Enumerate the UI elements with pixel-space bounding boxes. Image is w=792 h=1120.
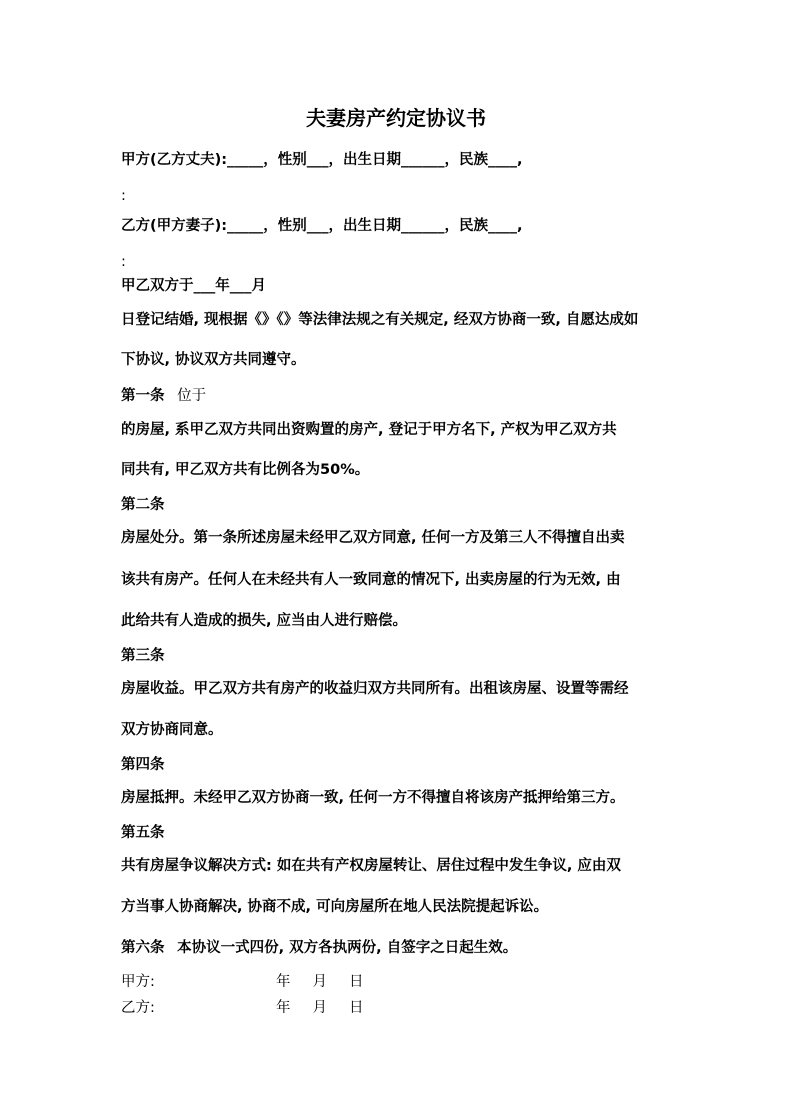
- party-a-line: 甲方(乙方丈夫):_____，性别___，出生日期______，民族____,: [121, 152, 523, 168]
- article-6-row: [121, 938, 681, 958]
- document-title: 夫妻房产约定协议书: [306, 106, 486, 130]
- signature-day: 日: [349, 1000, 364, 1016]
- article-2-line-1: 房屋处分。第一条所述房屋未经甲乙双方同意, 任何一方及第三人不得擅自出卖: [121, 530, 625, 546]
- article-2-line-2: 该共有房产。任何人在未经共有人一致同意的情况下, 出卖房屋的行为无效, 由: [121, 572, 621, 588]
- party-b-continuation: :: [121, 254, 126, 270]
- article-3-heading: 第三条: [121, 648, 165, 664]
- signature-month: 月: [312, 974, 327, 990]
- article-3-line-1: 房屋收益。甲乙双方共有房产的收益归双方共同所有。出租该房屋、设置等需经: [121, 681, 629, 697]
- party-a-continuation: :: [121, 188, 126, 204]
- article-3-line-2: 双方协商同意。: [121, 722, 223, 738]
- article-6-inline: 本协议一式四份, 双方各执两份, 自签字之日起生效。: [177, 940, 518, 956]
- signature-year: 年: [276, 1000, 291, 1016]
- marriage-date-line: 甲乙双方于___年___月: [121, 278, 266, 294]
- article-5-line-1: 共有房屋争议解决方式: 如在共有产权房屋转让、居住过程中发生争议, 应由双: [121, 858, 621, 874]
- preamble-line-1: 日登记结婚, 现根据《》《》等法律法规之有关规定, 经双方协商一致, 自愿达成如: [121, 312, 639, 328]
- signature-year: 年: [276, 974, 291, 990]
- article-4-line-1: 房屋抵押。未经甲乙双方协商一致, 任何一方不得擅自将该房产抵押给第三方。: [121, 790, 625, 806]
- signature-day: 日: [349, 974, 364, 990]
- signature-month: 月: [312, 1000, 327, 1016]
- article-4-heading: 第四条: [121, 757, 165, 773]
- article-6-heading: 第六条: [121, 940, 165, 956]
- article-5-line-2: 方当事人协商解决, 协商不成, 可向房屋所在地人民法院提起诉讼。: [121, 899, 549, 915]
- article-5-heading: 第五条: [121, 825, 165, 841]
- article-1-line-1: 的房屋, 系甲乙双方共同出资购置的房产, 登记于甲方名下, 产权为甲乙双方共: [121, 422, 617, 438]
- party-b-line: 乙方(甲方妻子):_____，性别___，出生日期______，民族____,: [121, 218, 523, 234]
- article-1-inline: 位于: [177, 388, 207, 404]
- signature-party-a-label: 甲方:: [121, 974, 155, 990]
- article-1-heading-row: [121, 386, 681, 406]
- signature-party-b-date: [276, 998, 386, 1018]
- article-1-heading: 第一条: [121, 388, 165, 404]
- article-2-heading: 第二条: [121, 497, 165, 513]
- article-2-line-3: 此给共有人造成的损失, 应当由人进行赔偿。: [121, 613, 408, 629]
- preamble-line-2: 下协议, 协议双方共同遵守。: [121, 352, 306, 368]
- article-1-line-2: 同共有, 甲乙双方共有比例各为50%。: [121, 462, 370, 478]
- signature-party-a-date: [276, 972, 386, 992]
- signature-party-b-label: 乙方:: [121, 1000, 155, 1016]
